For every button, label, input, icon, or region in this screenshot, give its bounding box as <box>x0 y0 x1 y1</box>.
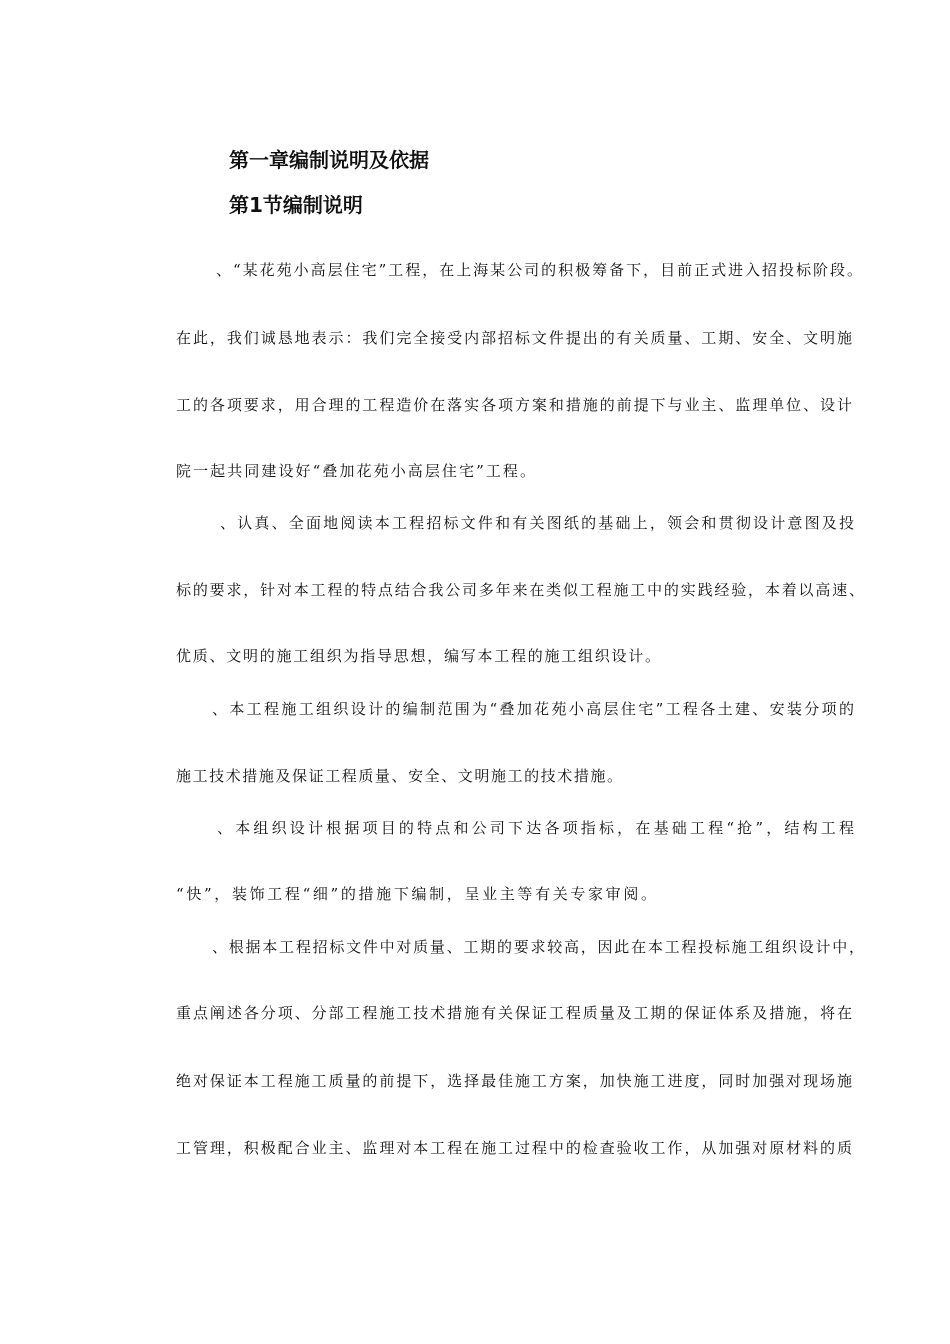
body-line: 施工技术措施及保证工程质量、安全、文明施工的技术措施。 <box>176 767 624 785</box>
body-line: 、认真、全面地阅读本工程招标文件和有关图纸的基础上，领会和贯彻设计意图及投 <box>220 514 857 532</box>
body-line: 标的要求，针对本工程的特点结合我公司多年来在类似工程施工中的实践经验，本着以高速、 <box>176 581 866 599</box>
body-line: 院一起共同建设好“叠加花苑小高层住宅”工程。 <box>176 462 538 480</box>
body-line: 优质、文明的施工组织为指导思想，编写本工程的施工组织设计。 <box>176 647 662 665</box>
chapter-title: 第一章编制说明及依据 <box>229 148 429 172</box>
body-line: 重点阐述各分项、分部工程施工技术措施有关保证工程质量及工期的保证体系及措施，将在 <box>176 1004 854 1022</box>
body-line: 工管理，积极配合业主、监理对本工程在施工过程中的检查验收工作，从加强对原材料的质 <box>176 1139 854 1157</box>
body-line: 绝对保证本工程施工质量的前提下，选择最佳施工方案，加快施工进度，同时加强对现场施 <box>176 1072 854 1090</box>
body-line: 、“某花苑小高层住宅”工程，在上海某公司的积极筹备下，目前正式进入招投标阶段。 <box>216 261 864 279</box>
body-line: “快”，装饰工程“细”的措施下编制，呈业主等有关专家审阅。 <box>176 885 659 903</box>
body-line: 、本工程施工组织设计的编制范围为“叠加花苑小高层住宅”工程各土建、安装分项的 <box>212 700 857 718</box>
body-line: 工的各项要求，用合理的工程造价在落实各项方案和措施的前提下与业主、监理单位、设计 <box>176 396 854 414</box>
body-line: 、本组织设计根据项目的特点和公司下达各项指标，在基础工程“抢”，结构工程 <box>217 819 858 837</box>
body-line: 在此，我们诚恳地表示：我们完全接受内部招标文件提出的有关质量、工期、安全、文明施 <box>176 329 854 347</box>
section-title: 第1节编制说明 <box>229 193 363 217</box>
body-line: 、根据本工程招标文件中对质量、工期的要求较高，因此在本工程投标施工组织设计中， <box>212 938 866 956</box>
